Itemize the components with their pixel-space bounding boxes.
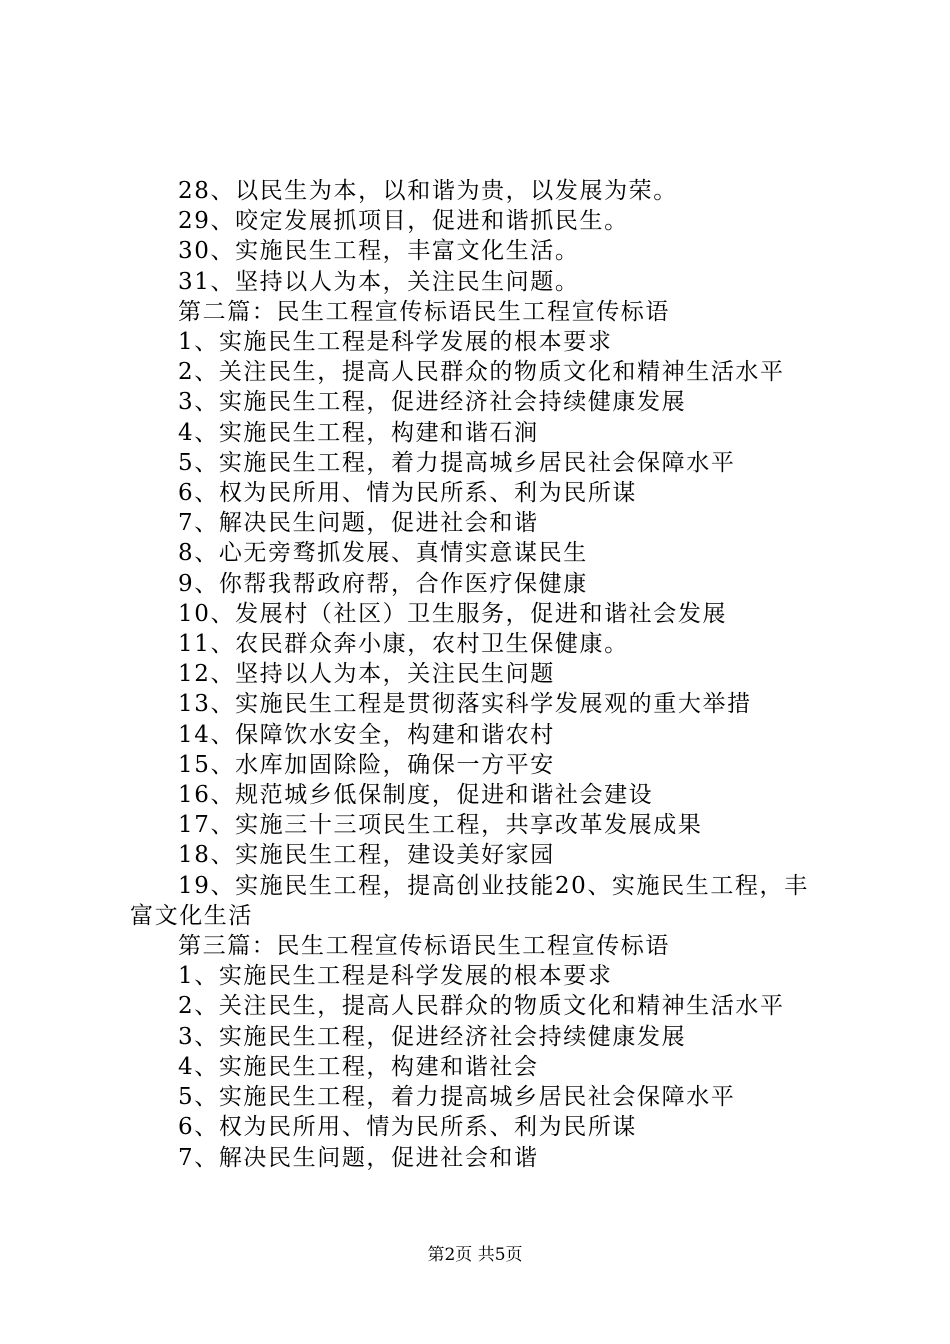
text-line: 11、农民群众奔小康，农村卫生保健康。: [178, 631, 629, 658]
text-line: 3、实施民生工程，促进经济社会持续健康发展: [178, 389, 687, 416]
text-line: 4、实施民生工程，构建和谐社会: [178, 1053, 539, 1080]
document-body: [130, 176, 830, 1173]
text-line: 18、实施民生工程，建设美好家园: [178, 842, 555, 869]
text-line: 8、心无旁骛抓发展、真情实意谋民生: [178, 540, 588, 567]
text-line: 10、发展村（社区）卫生服务，促进和谐社会发展: [178, 600, 728, 627]
text-line: 6、权为民所用、情为民所系、利为民所谋: [178, 1114, 638, 1141]
text-line: 28、以民生为本，以和谐为贵，以发展为荣。: [178, 178, 678, 204]
text-line: 29、咬定发展抓项目，促进和谐抓民生。: [178, 208, 629, 235]
text-line: 4、实施民生工程，构建和谐石涧: [178, 419, 539, 446]
text-line: 12、坚持以人为本，关注民生问题: [178, 661, 555, 688]
text-line: 6、权为民所用、情为民所系、利为民所谋: [178, 480, 638, 507]
text-line: 2、关注民生，提高人民群众的物质文化和精神生活水平: [178, 993, 785, 1020]
text-line: 1、实施民生工程是科学发展的根本要求: [178, 329, 613, 356]
text-line: 14、保障饮水安全，构建和谐农村: [178, 721, 555, 748]
text-line: 2、关注民生，提高人民群众的物质文化和精神生活水平: [178, 359, 785, 386]
section-heading-2: 第二篇：民生工程宣传标语民生工程宣传标语: [178, 298, 670, 325]
text-line: 5、实施民生工程，着力提高城乡居民社会保障水平: [178, 1084, 736, 1111]
text-line-wrapped: 19、实施民生工程，提高创业技能20、实施民生工程，丰富文化生活: [130, 872, 809, 929]
text-line: 7、解决民生问题，促进社会和谐: [178, 510, 539, 537]
text-line: 30、实施民生工程，丰富文化生活。: [178, 238, 580, 265]
text-line: 5、实施民生工程，着力提高城乡居民社会保障水平: [178, 449, 736, 476]
text-line: 13、实施民生工程是贯彻落实科学发展观的重大举措: [178, 691, 752, 718]
text-line: 1、实施民生工程是科学发展的根本要求: [178, 963, 613, 990]
section-heading-3: 第三篇：民生工程宣传标语民生工程宣传标语: [178, 933, 670, 960]
page-number-footer: 第2页 共5页: [427, 1245, 523, 1265]
text-line: 3、实施民生工程，促进经济社会持续健康发展: [178, 1023, 687, 1050]
text-line: 17、实施三十三项民生工程，共享改革发展成果: [178, 812, 703, 839]
text-line: 15、水库加固除险，确保一方平安: [178, 751, 555, 778]
text-line: 31、坚持以人为本，关注民生问题。: [178, 268, 580, 295]
text-line: 16、规范城乡低保制度，促进和谐社会建设: [178, 782, 654, 809]
text-line: 7、解决民生问题，促进社会和谐: [178, 1144, 539, 1171]
text-line: 9、你帮我帮政府帮，合作医疗保健康: [178, 570, 588, 597]
